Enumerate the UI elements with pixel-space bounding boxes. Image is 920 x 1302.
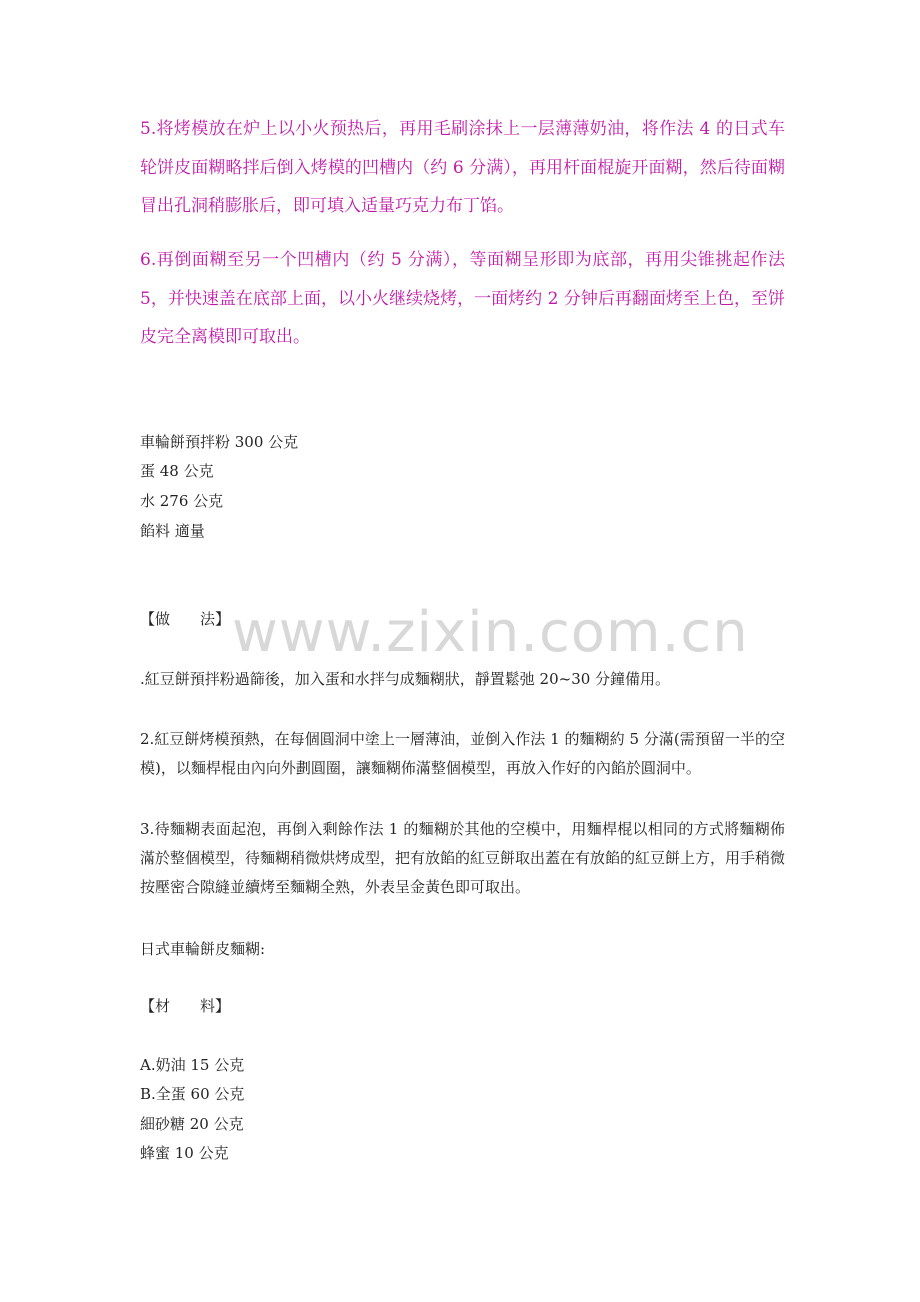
method-step-1: .紅豆餅預拌粉過篩後，加入蛋和水拌勻成麵糊狀，靜置鬆弛 20~30 分鐘備用。	[140, 670, 671, 688]
ingredient-line: 車輪餅預拌粉 300 公克	[140, 433, 299, 451]
material-line: 細砂糖 20 公克	[140, 1115, 244, 1133]
batter-subtitle: 日式車輪餅皮麵糊:	[140, 940, 266, 958]
material-line: 蜂蜜 10 公克	[140, 1144, 229, 1162]
method-heading: 【做 法】	[140, 610, 231, 628]
material-line: A.奶油 15 公克	[140, 1056, 245, 1074]
step-6-paragraph: 6.再倒面糊至另一个凹槽内（约 5 分满），等面糊呈形即为底部，再用尖锥挑起作法 5，并快速盖在底部上面，以小火继续烧烤，一面烤约 2 分钟后再翻面烤至上色，至饼皮完全离模即可取出。	[140, 250, 785, 347]
materials-heading: 【材 料】	[140, 997, 231, 1015]
material-line: B.全蛋 60 公克	[140, 1085, 245, 1103]
step-5-paragraph: 5.将烤模放在炉上以小火预热后，再用毛刷涂抹上一层薄薄奶油，将作法 4 的日式车轮饼皮面糊略拌后倒入烤模的凹槽内（约 6 分满），再用杆面棍旋开面糊，然后待面糊冒出孔洞稍膨胀后，即可填入适量巧克力布丁馅。	[140, 119, 785, 216]
ingredient-line: 餡料 適量	[140, 522, 205, 540]
method-step-2: 2.紅豆餅烤模預熱，在每個圓洞中塗上一層薄油，並倒入作法 1 的麵糊約 5 分滿(需預留一半的空模)，以麵桿棍由內向外劃圓圈，讓麵糊佈滿整個模型，再放入作好的內餡於圓洞中。	[140, 730, 785, 777]
ingredient-line: 蛋 48 公克	[140, 462, 214, 480]
watermark: www.zixin.com.cn	[232, 600, 749, 665]
ingredient-line: 水 276 公克	[140, 492, 224, 510]
method-step-3: 3.待麵糊表面起泡，再倒入剩餘作法 1 的麵糊於其他的空模中，用麵桿棍以相同的方式將麵糊佈滿於整個模型，待麵糊稍微烘烤成型，把有放餡的紅豆餅取出蓋在有放餡的紅豆餅上方，用手稍微按壓密合隙縫並續烤至麵糊全熟，外表呈金黃色即可取出。	[140, 820, 786, 896]
